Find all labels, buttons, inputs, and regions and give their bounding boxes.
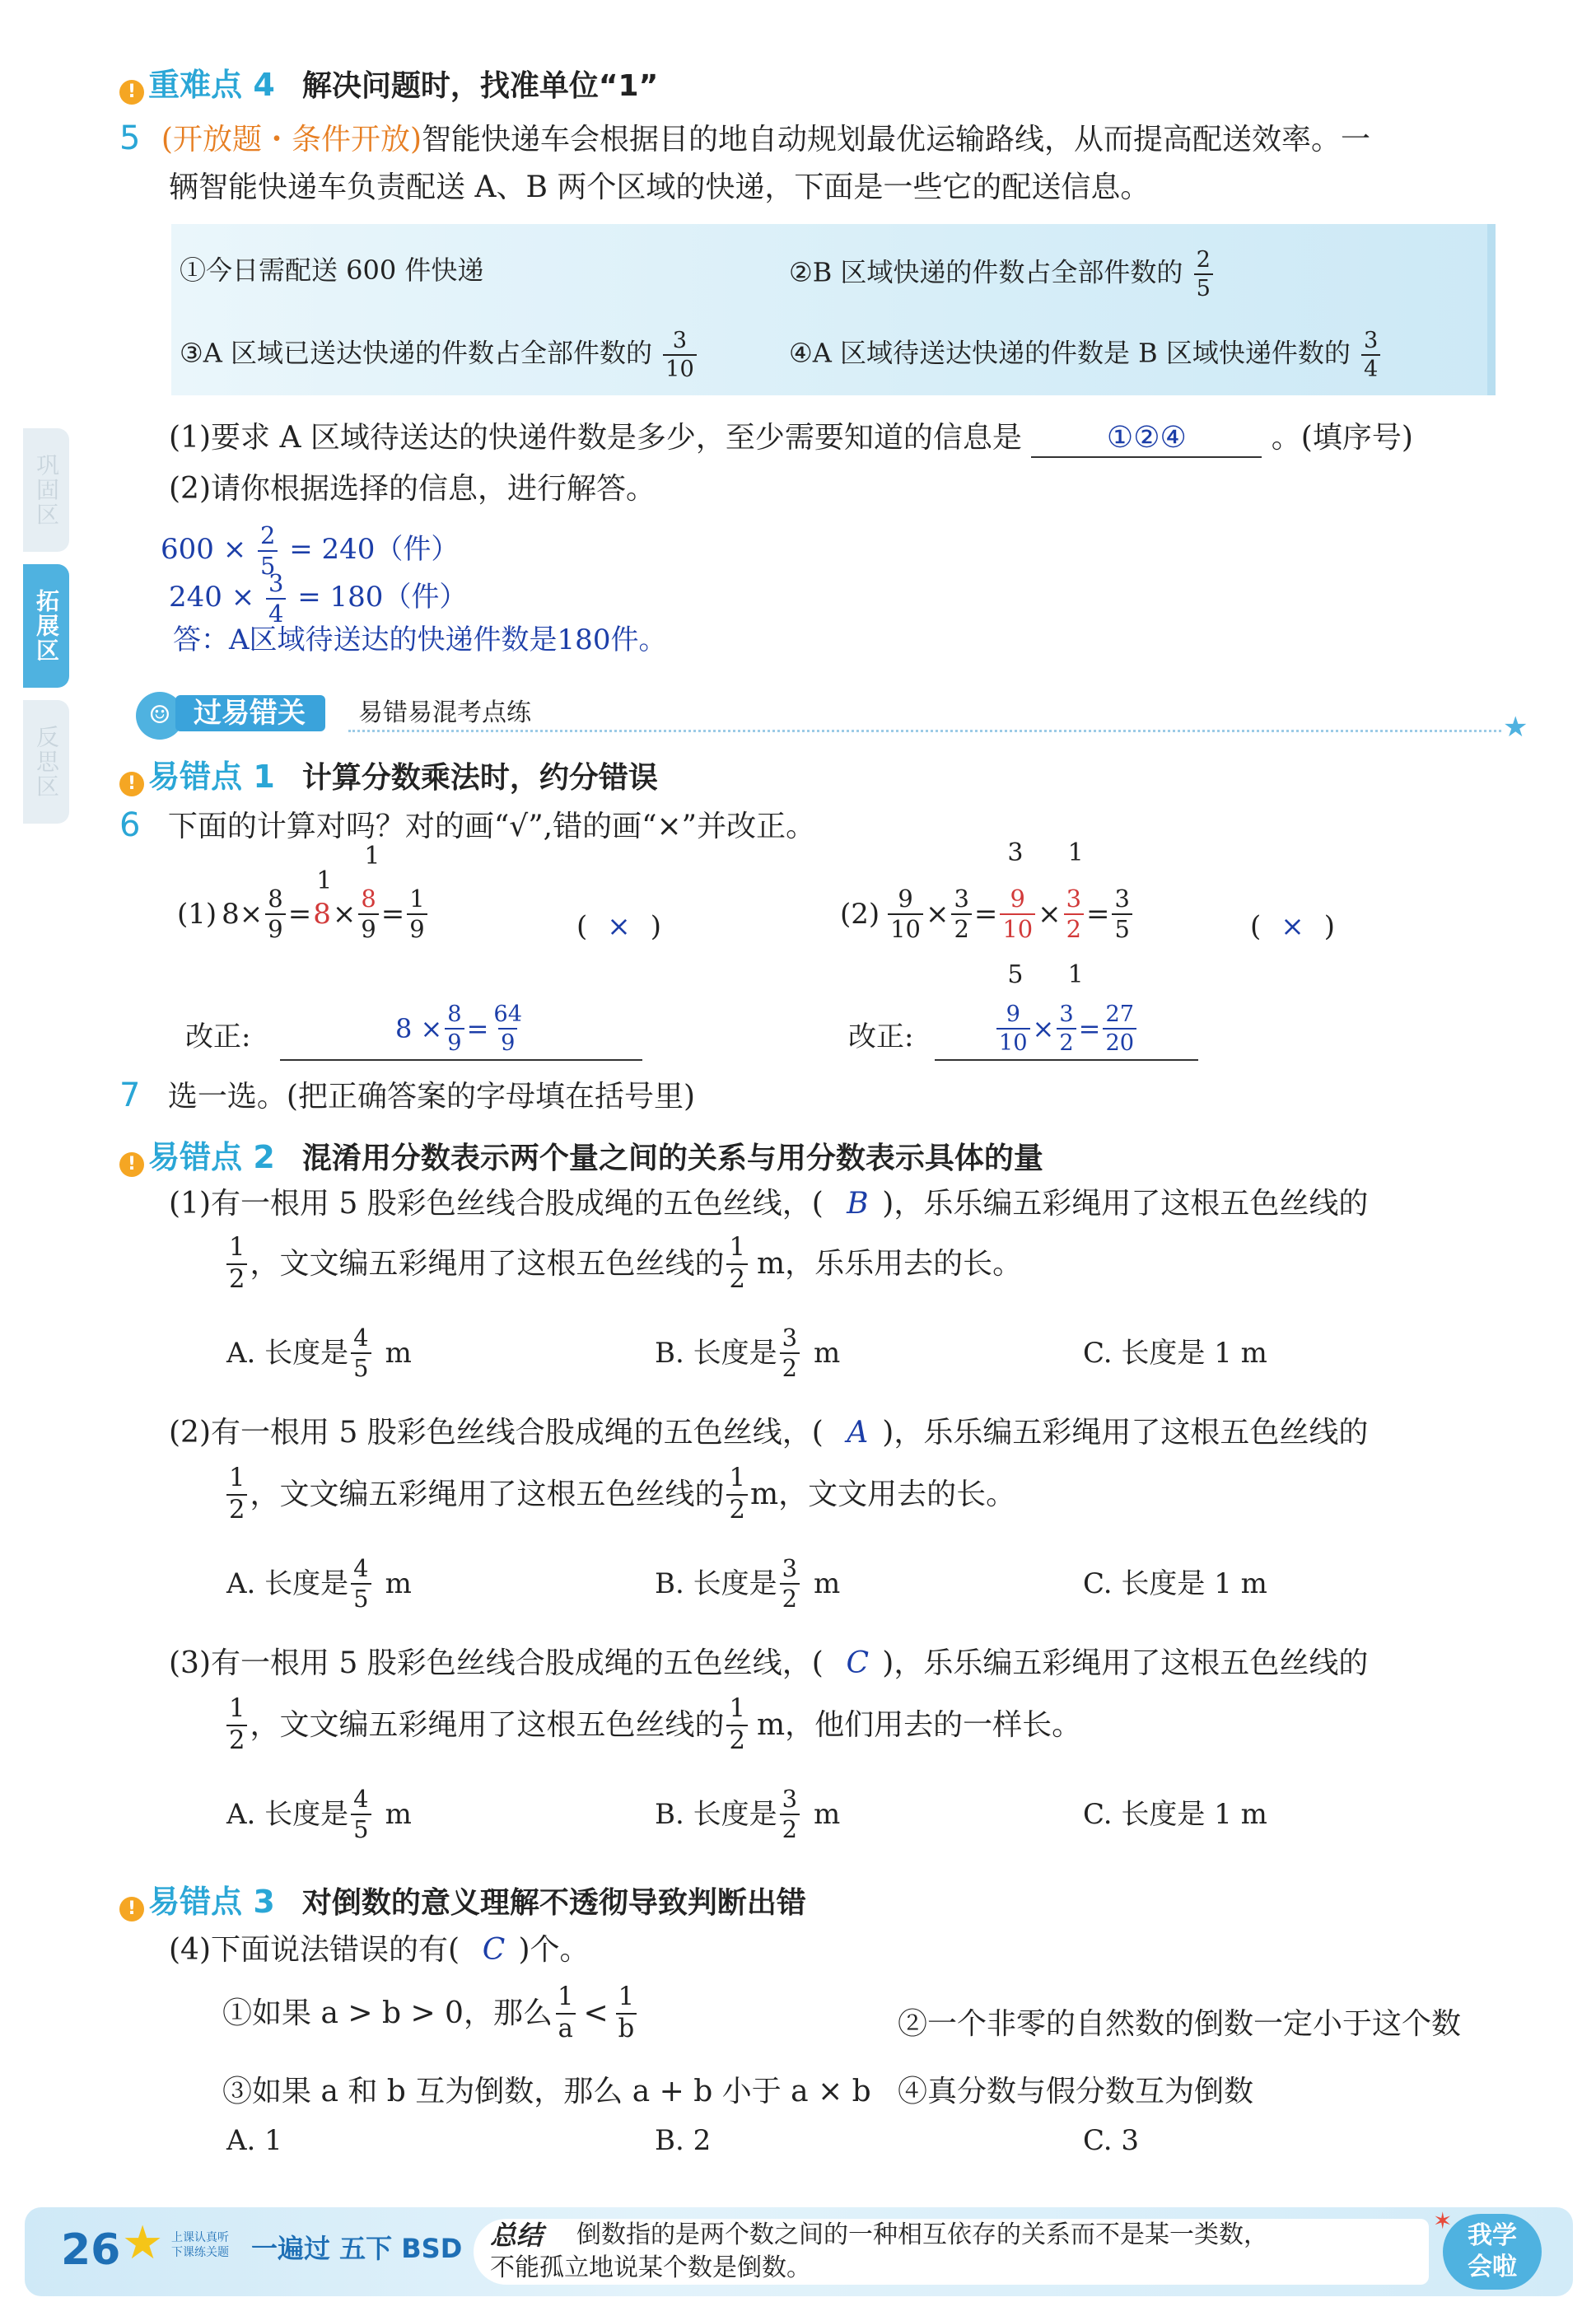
banner-divider xyxy=(348,730,1501,732)
side-tab-reflect[interactable]: 反思区 xyxy=(23,700,69,824)
fraction: $\frac{3}{10}$ xyxy=(663,329,697,381)
answer-letter: C xyxy=(482,1933,506,1967)
fraction: $\frac{3}{4}$ xyxy=(1361,329,1380,381)
side-tab-consolidate[interactable]: 巩固区 xyxy=(23,428,69,552)
option-b[interactable]: B. 长度是 $\frac{3}{2}$ m xyxy=(655,1324,841,1382)
header-text: 混淆用分数表示两个量之间的关系与用分数表示具体的量 xyxy=(301,1142,1043,1175)
summary-line-1: 倒数指的是两个数之间的一种相互依存的关系而不是某一类数， xyxy=(576,2220,1268,2249)
header-key: 易错点 3 xyxy=(148,1884,275,1920)
info-2-text: ②B 区域快递的件数占全部件数的 xyxy=(789,256,1183,288)
question-6 xyxy=(119,807,815,845)
answer-letter: A xyxy=(847,1416,869,1450)
option-b[interactable]: B. 长度是 $\frac{3}{2}$ m xyxy=(655,1554,841,1613)
section-header-error-point-2 xyxy=(119,1132,1043,1177)
question-5-part-1 xyxy=(169,420,1413,458)
info-3 xyxy=(180,329,699,381)
answer-sentence: 答：A区域待送达的快递件数是180件。 xyxy=(173,623,667,656)
learned-badge: 我学会啦 xyxy=(1443,2214,1542,2290)
banner-title: 过易错关 xyxy=(175,695,325,731)
answer-letter: B xyxy=(847,1187,869,1221)
part-1-text: (1)要求 A 区域待送达的快递件数是多少，至少需要知道的信息是 xyxy=(169,421,1022,455)
q7-item-1-options xyxy=(226,1326,1528,1380)
option-a[interactable]: A. 1 xyxy=(226,2124,282,2157)
section-header-error-point-1 xyxy=(119,751,658,796)
fraction: $\frac{2}{5}$ xyxy=(1194,249,1213,300)
lightbulb-icon: ! xyxy=(119,1152,144,1177)
side-tabs xyxy=(23,428,69,824)
calc-line-1: 600 × $\frac{2}{5}$ = 240（件） xyxy=(161,521,460,580)
info-4-text: ④A 区域待送达快递的件数是 B 区域快递件数的 xyxy=(789,337,1351,369)
statement-3: ③如果 a 和 b 互为倒数，那么 a + b 小于 a × b xyxy=(222,2075,871,2108)
option-b[interactable]: B. 2 xyxy=(655,2124,712,2157)
question-number: 7 xyxy=(119,1076,141,1114)
section-banner xyxy=(136,692,1528,744)
question-number: 6 xyxy=(119,806,141,844)
option-c[interactable]: C. 长度是 1 m xyxy=(1083,1797,1267,1831)
q6-fix-1: 8 × $\frac{8}{9}$ = $\frac{64}{9}$ xyxy=(280,998,642,1061)
option-c[interactable]: C. 长度是 1 m xyxy=(1083,1567,1267,1600)
star-mascot-icon: ★ xyxy=(122,2216,164,2270)
lightbulb-icon: ! xyxy=(119,772,144,796)
star-icon: ★ xyxy=(1503,711,1528,744)
question-number: 5 xyxy=(119,119,141,157)
brand: 一遍过 五下 BSD xyxy=(251,2233,463,2264)
question-5-line-1 xyxy=(119,120,1370,158)
option-c[interactable]: C. 3 xyxy=(1083,2124,1140,2157)
question-text: 选一选。(把正确答案的字母填在括号里) xyxy=(167,1080,695,1114)
section-header-error-point-3 xyxy=(119,1876,806,1921)
q7-item-2-line-2: $\frac{1}{2}$ ，文文编五彩绳用了这根五色丝线的 $\frac{1}{2}$ m，文文用去的长。 xyxy=(224,1466,1015,1523)
mascot-icon: ☺ xyxy=(136,692,184,740)
q7-item-1-line-1: (1)有一根用 5 股彩色丝线合股成绳的五色丝线，( B )，乐乐编五彩绳用了这根五色丝线的 xyxy=(169,1187,1369,1221)
q7-item-1-line-2: $\frac{1}{2}$ ，文文编五彩绳用了这根五色丝线的 $\frac{1}{2}$ m，乐乐用去的长。 xyxy=(224,1235,1022,1292)
q6-fix-1-label: 改正: xyxy=(185,1020,251,1053)
header-text: 解决问题时，找准单位“1” xyxy=(301,69,659,103)
q7-item-3-options xyxy=(226,1787,1528,1842)
question-tag: (开放题・条件开放) xyxy=(161,123,422,156)
banner-subtitle: 易错易混考点练 xyxy=(358,698,531,727)
q7-item-2-options xyxy=(226,1554,1528,1613)
slogan: 上课认真听 下课练关题 xyxy=(171,2231,229,2259)
q7-item-3-line-1: (3)有一根用 5 股彩色丝线合股成绳的五色丝线，( C )，乐乐编五彩绳用了这根五色丝线的 xyxy=(169,1646,1369,1680)
summary-line-2: 不能孤立地说某个数是倒数。 xyxy=(490,2253,811,2282)
info-4 xyxy=(789,329,1383,381)
question-5-part-2: (2)请你根据选择的信息，进行解答。 xyxy=(169,472,656,506)
header-key: 重难点 4 xyxy=(148,67,275,103)
summary-label: 总结 xyxy=(490,2220,544,2251)
question-text: 下面的计算对吗？对的画“√”,错的画“×”并改正。 xyxy=(167,810,816,843)
info-3-text: ③A 区域已送达快递的件数占全部件数的 xyxy=(180,337,652,369)
part-1-suffix: 。(填序号) xyxy=(1271,421,1413,455)
question-text: 智能快递车会根据目的地自动规划最优运输路线，从而提高配送效率。一 xyxy=(422,123,1371,156)
q7-item-3-line-2: $\frac{1}{2}$ ，文文编五彩绳用了这根五色丝线的 $\frac{1}{2}$ m，他们用去的一样长。 xyxy=(224,1697,1081,1753)
info-1: ①今日需配送 600 件快递 xyxy=(180,254,484,286)
option-c[interactable]: C. 长度是 1 m xyxy=(1083,1336,1267,1370)
q6-part-2-expression: (2) $\frac{9}{10}$ × $\frac{3}{2}$ = 3 $\frac{9}{10}$ 5 × 1 $\frac{3}{2}$ 1 = $\frac{3}{5}$ xyxy=(840,865,1135,964)
q7-item-2-line-1: (2)有一根用 5 股彩色丝线合股成绳的五色丝线，( A )，乐乐编五彩绳用了这根五色丝线的 xyxy=(169,1416,1369,1450)
header-key: 易错点 1 xyxy=(148,759,275,795)
page-number: 26 xyxy=(61,2225,121,2275)
section-header-key-point-4 xyxy=(119,59,658,105)
option-a[interactable]: A. 长度是 $\frac{4}{5}$ m xyxy=(226,1324,412,1382)
calc-line-2: 240 × $\frac{3}{4}$ = 180（件） xyxy=(169,569,468,628)
q6-fix-2-label: 改正: xyxy=(848,1020,914,1053)
statement-2: ②一个非零的自然数的倒数一定小于这个数 xyxy=(898,2007,1462,2041)
statement-4: ④真分数与假分数互为倒数 xyxy=(898,2075,1254,2108)
info-2 xyxy=(789,249,1216,300)
answer-letter: C xyxy=(846,1646,870,1680)
q7-item-4-options xyxy=(226,2123,1462,2158)
question-5-line-2: 辆智能快递车负责配送 A、B 两个区域的快递，下面是一些它的配送信息。 xyxy=(169,170,1150,204)
header-text: 计算分数乘法时，约分错误 xyxy=(301,761,658,795)
lightbulb-icon: ! xyxy=(119,80,144,105)
lightbulb-icon: ! xyxy=(119,1897,144,1921)
q6-part-1-expression: (1) 8× $\frac{8}{9}$ = 1 8 × 1 $\frac{8}{9}$ = $\frac{1}{9}$ xyxy=(177,865,430,964)
q7-item-4-stem: (4)下面说法错误的有( C )个。 xyxy=(169,1933,590,1967)
header-key: 易错点 2 xyxy=(148,1139,275,1175)
header-text: 对倒数的意义理解不透彻导致判断出错 xyxy=(301,1886,806,1920)
option-a[interactable]: A. 长度是 $\frac{4}{5}$ m xyxy=(226,1554,412,1613)
option-a[interactable]: A. 长度是 $\frac{4}{5}$ m xyxy=(226,1785,412,1843)
judgement-mark: × xyxy=(1281,910,1304,943)
option-b[interactable]: B. 长度是 $\frac{3}{2}$ m xyxy=(655,1785,841,1843)
statement-1: ①如果 a > b > 0，那么 $\frac{1}{a}$ < $\frac{1}{b}$ xyxy=(222,1985,639,2042)
q6-part-2-judgement: ( × ) xyxy=(1250,910,1336,943)
star-icon: ✶ xyxy=(1433,2207,1453,2234)
question-7 xyxy=(119,1077,695,1115)
page-footer xyxy=(25,2207,1573,2296)
side-tab-extend[interactable]: 拓展区 xyxy=(23,564,69,688)
q6-part-1-judgement: ( × ) xyxy=(576,910,662,943)
answer-blank-1: ①②④ xyxy=(1031,420,1262,458)
q6-fix-2: $\frac{9}{10}$ × $\frac{3}{2}$ = $\frac{27}{20}$ xyxy=(935,998,1198,1061)
judgement-mark: × xyxy=(607,910,631,943)
